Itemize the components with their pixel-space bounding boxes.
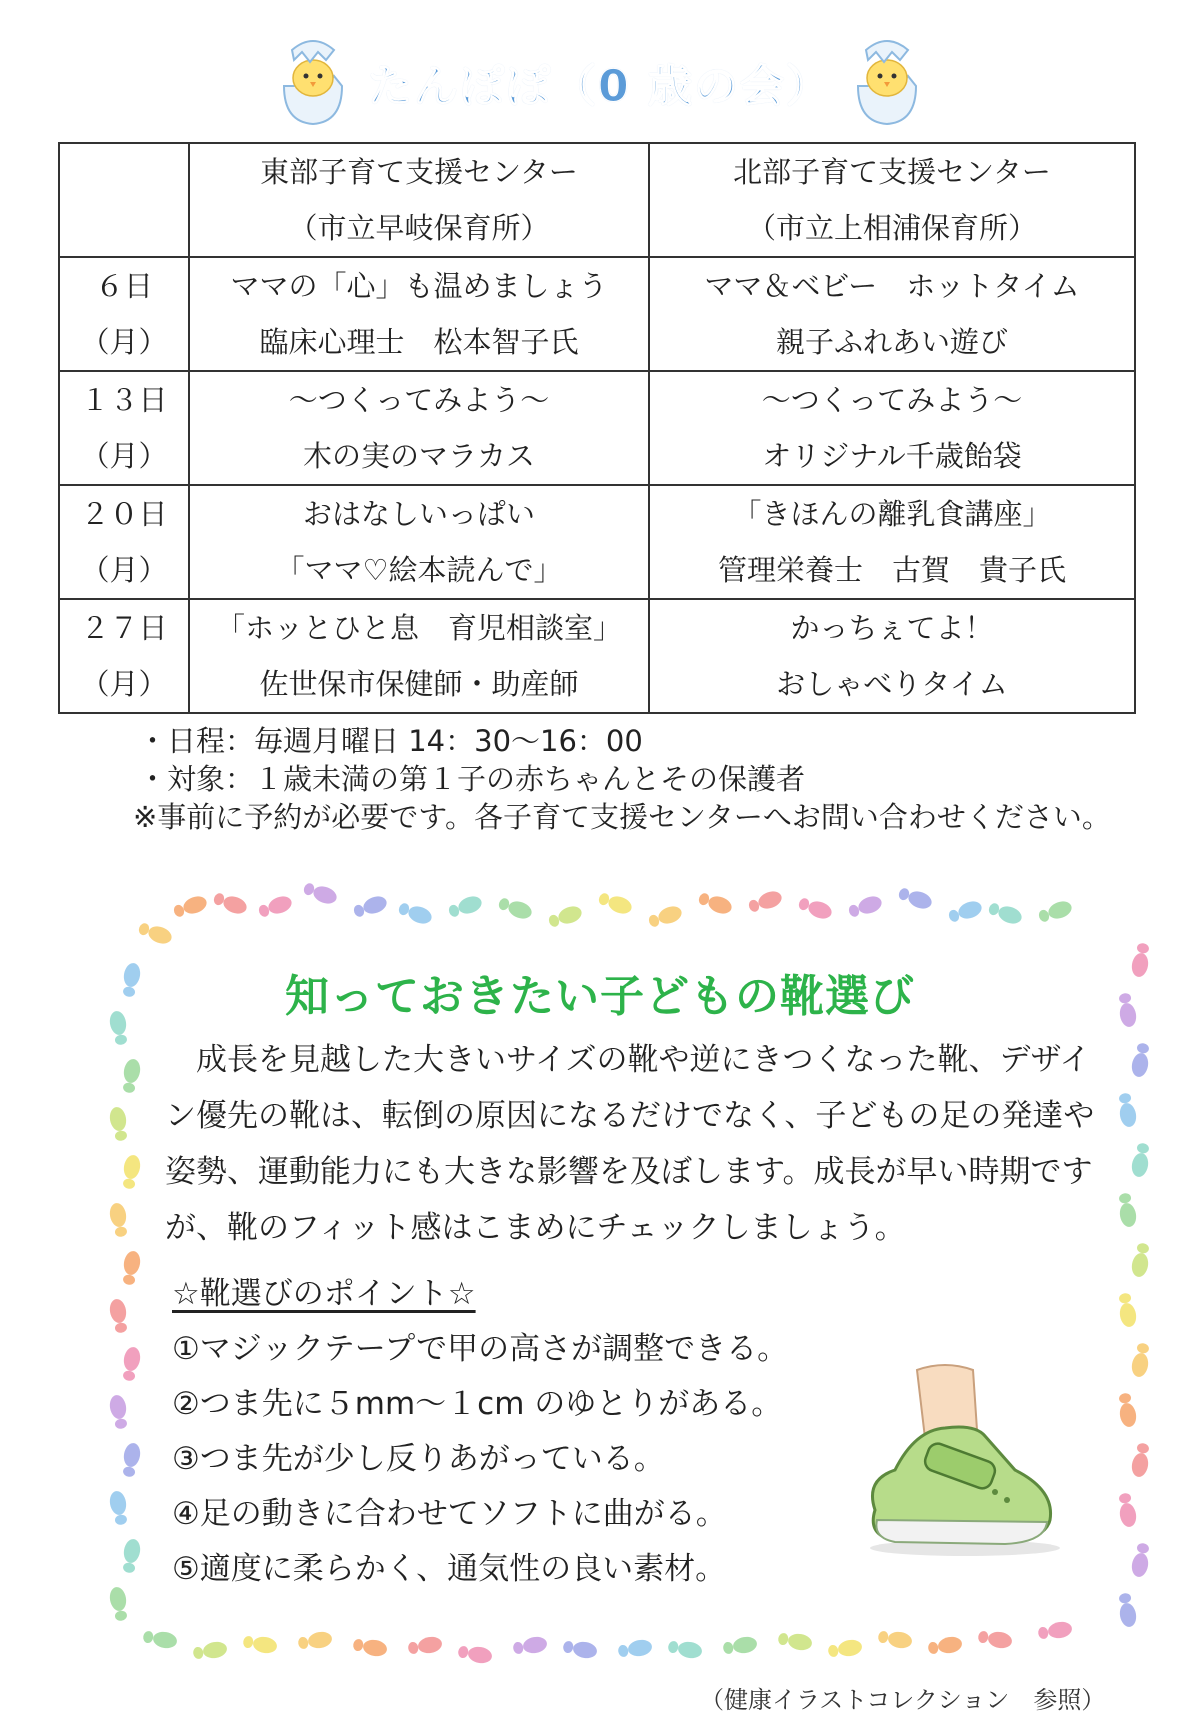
footprint-icon (297, 1630, 333, 1652)
column-header-name: 東部子育て支援センター (260, 155, 578, 189)
footprint-icon (987, 900, 1024, 927)
event-title: かっちぇてよ！ (790, 611, 994, 645)
section-title: 知っておきたい子どもの靴選び (285, 971, 915, 1022)
footprint-icon (617, 1638, 653, 1660)
event-detail: 親子ふれあい遊び (775, 325, 1008, 359)
footprint-icon (172, 893, 209, 920)
footprint-icon (927, 1635, 963, 1657)
footprint-icon (747, 888, 784, 915)
footprint-icon (1130, 1442, 1152, 1478)
footprint-icon (407, 1635, 443, 1657)
footprint-icon (120, 1154, 142, 1190)
footprint-icon (697, 890, 734, 917)
footprint-icon (877, 1628, 913, 1650)
event-title: 「ホッとひと息 育児相談室」 (215, 611, 622, 645)
date-label: ２０日 (80, 497, 168, 531)
footprint-icon (108, 1586, 130, 1622)
footprint-icon (108, 1202, 130, 1238)
event-title: おはなしいっぱい (302, 497, 535, 531)
footprint-icon (108, 1106, 130, 1142)
points-title: ☆靴選びのポイント☆ (172, 1276, 476, 1312)
footprint-icon (192, 1640, 228, 1662)
event-detail: 「ママ♡絵本読んで」 (275, 553, 563, 587)
footprint-icon (108, 1394, 130, 1430)
weekday-label: （月） (80, 553, 168, 587)
footprint-icon (827, 1638, 863, 1660)
footprint-icon (647, 903, 684, 930)
footprint-icon (302, 880, 339, 907)
footprint-icon (137, 920, 174, 947)
footprint-icon (777, 1630, 813, 1652)
footprint-icon (242, 1633, 278, 1655)
footprint-icon (120, 1442, 142, 1478)
footprint-icon (897, 885, 934, 912)
list-item: ②つま先に５mm～１cm のゆとりがある。 (172, 1386, 783, 1422)
footprint-icon (562, 1638, 598, 1660)
footprint-icon (1116, 1392, 1138, 1428)
column-header-name: 北部子育て支援センター (733, 155, 1051, 189)
footprint-icon (212, 890, 249, 917)
points-list (172, 1322, 788, 1597)
footprint-icon (1037, 1620, 1073, 1642)
footprint-icon (1116, 1592, 1138, 1628)
event-detail: おしゃべりタイム (776, 667, 1008, 701)
event-title: ママ＆ベビー ホットタイム (704, 269, 1080, 303)
footprint-icon (108, 1490, 130, 1526)
footprint-icon (512, 1635, 548, 1657)
footprint-icon (1130, 1142, 1152, 1178)
footprint-icon (120, 1538, 142, 1574)
footprint-icon (1130, 1542, 1152, 1578)
footprint-icon (947, 898, 984, 925)
event-title: ママの「心」も温めましょう (230, 269, 608, 303)
footprint-icon (1130, 1342, 1152, 1378)
schedule-note: ・日程：毎週月曜日 14：30～16：00 (138, 724, 643, 758)
footprint-icon (1116, 1292, 1138, 1328)
footprint-icon (1037, 898, 1074, 925)
footprint-icon (447, 893, 484, 920)
list-item: ③つま先が少し反りあがっている。 (172, 1441, 665, 1477)
footprint-icon (797, 895, 834, 922)
footprint-icon (120, 1346, 142, 1382)
date-label: ６日 (94, 269, 153, 303)
footprint-icon (1130, 1042, 1152, 1078)
footprint-icon (142, 1628, 178, 1650)
footprint-icon (1116, 1192, 1138, 1228)
event-detail: 臨床心理士 松本智子氏 (259, 325, 579, 359)
footprint-icon (722, 1635, 758, 1657)
list-item: ⑤適度に柔らかく、通気性の良い素材。 (172, 1551, 727, 1587)
column-header-venue: （市立上相浦保育所） (746, 211, 1037, 245)
footprint-icon (352, 893, 389, 920)
footprint-icon (977, 1628, 1013, 1650)
footprint-icon (352, 1636, 388, 1658)
target-note: ・対象：１歳未満の第１子の赤ちゃんとその保護者 (138, 762, 806, 796)
event-title: ～つくってみよう～ (288, 383, 550, 417)
event-detail: 佐世保市保健師・助産師 (259, 667, 579, 701)
column-header-venue: （市立早岐保育所） (288, 211, 550, 245)
source-credit: （健康イラストコレクション 参照） (700, 1686, 1106, 1714)
weekday-label: （月） (80, 439, 168, 473)
page-title: たんぽぽ（0 歳の会） (368, 61, 832, 112)
footprint-icon (120, 1058, 142, 1094)
footprint-icon (257, 893, 294, 920)
event-title: ～つくってみよう～ (761, 383, 1023, 417)
footprint-icon (397, 900, 434, 927)
footprint-icon (1116, 1092, 1138, 1128)
footprint-icon (1116, 1492, 1138, 1528)
event-detail: 管理栄養士 古賀 貴子氏 (717, 553, 1066, 587)
footprint-icon (108, 1298, 130, 1334)
footprint-icon (497, 895, 534, 922)
footprint-icon (667, 1638, 703, 1660)
list-item: ①マジックテープで甲の高さが調整できる。 (172, 1331, 789, 1367)
weekday-label: （月） (80, 325, 168, 359)
footprint-icon (597, 890, 634, 917)
weekday-label: （月） (80, 667, 168, 701)
footprint-icon (847, 893, 884, 920)
footprint-icon (120, 1250, 142, 1286)
date-label: ２７日 (80, 611, 168, 645)
footprint-icon (457, 1643, 493, 1665)
event-title: 「きほんの離乳食講座」 (732, 497, 1052, 531)
section-paragraph: 成長を見越した大きいサイズの靴や逆にきつくなった靴、デザイン優先の靴は、転倒の原因になるだけでなく、子どもの足の発達や姿勢、運動能力にも大きな影響を及ぼします。成長が早い時期ですが、靴のフィット感はこまめにチェックしましょう。 (165, 1042, 1095, 1246)
event-detail: 木の実のマラカス (302, 439, 535, 473)
child-shoe-icon (855, 1360, 1065, 1560)
date-label: １３日 (80, 383, 168, 417)
footprint-icon (547, 903, 584, 930)
list-item: ④足の動きに合わせてソフトに曲がる。 (172, 1496, 727, 1532)
reservation-note: ※事前に予約が必要です。各子育て支援センターへお問い合わせください。 (133, 800, 1111, 834)
footprint-icon (1130, 1242, 1152, 1278)
event-detail: オリジナル千歳飴袋 (762, 439, 1022, 473)
